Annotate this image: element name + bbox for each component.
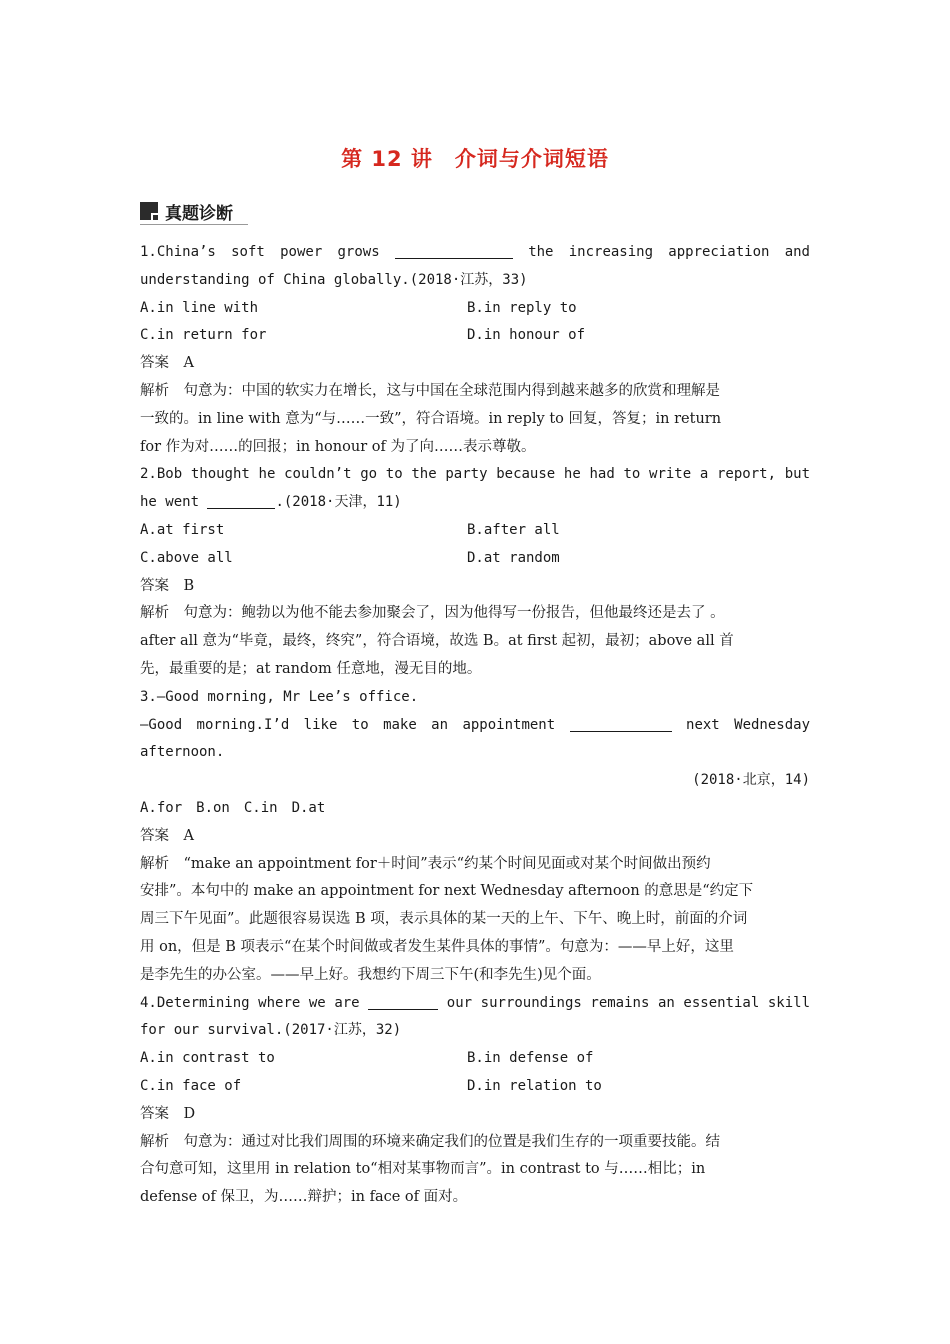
q3-explanation-line3: 周三下午见面”。此题很容易误选 B 项，表示具体的某一天的上午、下午、晚上时，前面的介词 [140, 911, 748, 928]
q1-stem-line1: 1.China’s soft power grows the increasing appreciation and [140, 244, 810, 260]
section-header [140, 198, 233, 224]
q2-stem-line1: 2.Bob thought he couldn’t go to the party because he had to write a report, but [140, 466, 810, 483]
q3-dialog-line3: afternoon. [140, 744, 225, 761]
q2-stem-line2: he went .(2018·天津，11) [140, 494, 402, 511]
q4-explanation-line1: 解析 句意为：通过对比我们周围的环境来确定我们的位置是我们生存的一项重要技能。结 [140, 1133, 720, 1150]
q4-stem-line2: for our survival.(2017·江苏，32) [140, 1022, 402, 1039]
q1-options-row2 [140, 322, 810, 350]
q4-answer: 答案 D [140, 1105, 196, 1122]
q4-option-c: C.in face of [140, 1077, 242, 1094]
q3-dialog-line1: 3.—Good morning, Mr Lee’s office. [140, 688, 419, 705]
q2-explanation-line3: 先，最重要的是；at random 任意地，漫无目的地。 [140, 660, 482, 677]
q3-options: A.for B.on C.in D.at [140, 799, 326, 816]
q4-answer-blank [368, 993, 438, 1010]
question-list [140, 239, 810, 1212]
q4-explanation-line2: 合句意可知，这里用 in relation to“相对某事物而言”。in contrast to 与……相比；in [140, 1161, 706, 1178]
q1-stem-line2: understanding of China globally.(2018·江苏，33) [140, 271, 528, 288]
q4-option-d: D.in relation to [467, 1077, 602, 1094]
q2-options-row1 [140, 517, 810, 545]
q3-explanation-line2: 安排”。本句中的 make an appointment for next Wednesday afternoon 的意思是“约定下 [140, 883, 754, 900]
q4-option-b: B.in defense of [467, 1050, 594, 1067]
q3-source: (2018·北京，14) [692, 772, 810, 789]
q1-option-a: A.in line with [140, 299, 259, 316]
q3-dialog-line2: —Good morning.I’d like to make an appointment next Wednesday [140, 716, 810, 733]
q4-options-row1 [140, 1045, 810, 1073]
q3-answer: 答案 A [140, 827, 194, 844]
section-square-icon [140, 202, 158, 220]
q1-answer: 答案 A [140, 355, 194, 372]
q2-explanation-line2: after all 意为“毕竟，最终，终究”，符合语境，故选 B。at first 起初，最初；above all 首 [140, 633, 734, 650]
q2-answer-blank [207, 492, 275, 509]
page-title: 第 12 讲 介词与介词短语 [341, 147, 609, 171]
q2-answer: 答案 B [140, 577, 195, 594]
q2-option-a: A.at first [140, 521, 225, 538]
q4-explanation-line3: defense of 保卫，为……辩护；in face of 面对。 [140, 1189, 468, 1206]
q1-option-c: C.in return for [140, 327, 267, 344]
q2-option-c: C.above all [140, 549, 233, 566]
q1-explanation-line1: 解析 句意为：中国的软实力在增长，这与中国在全球范围内得到越来越多的欣赏和理解是 [140, 382, 720, 399]
q3-explanation-line4: 用 on，但是 B 项表示“在某个时间做或者发生某件具体的事情”。句意为：——早上好，这里 [140, 938, 734, 955]
q2-options-row2 [140, 545, 810, 573]
q3-answer-blank [570, 715, 672, 732]
q2-option-d: D.at random [467, 549, 560, 566]
q3-explanation-line5: 是李先生的办公室。——早上好。我想约下周三下午(和李先生)见个面。 [140, 966, 601, 983]
section-underline [140, 224, 248, 225]
section-label: 真题诊断 [165, 203, 233, 224]
q1-option-d: D.in honour of [467, 327, 586, 344]
q2-option-b: B.after all [467, 521, 560, 538]
q1-option-b: B.in reply to [467, 299, 577, 316]
q1-explanation-line3: for 作为对……的回报；in honour of 为了向……表示尊敬。 [140, 438, 536, 455]
q1-explanation-line2: 一致的。in line with 意为“与……一致”，符合语境。in reply to 回复，答复；in return [140, 410, 722, 427]
q2-explanation-line1: 解析 句意为：鲍勃以为他不能去参加聚会了，因为他得写一份报告，但他最终还是去了 。 [140, 605, 725, 622]
q3-explanation-line1: 解析 “make an appointment for＋时间”表示“约某个时间见面或对某个时间做出预约 [140, 855, 711, 872]
q1-options-row1 [140, 295, 810, 323]
q4-option-a: A.in contrast to [140, 1050, 275, 1067]
q1-answer-blank [395, 242, 513, 259]
q4-options-row2 [140, 1073, 810, 1101]
q4-stem-line1: 4.Determining where we are our surroundings remains an essential skill [140, 994, 810, 1011]
